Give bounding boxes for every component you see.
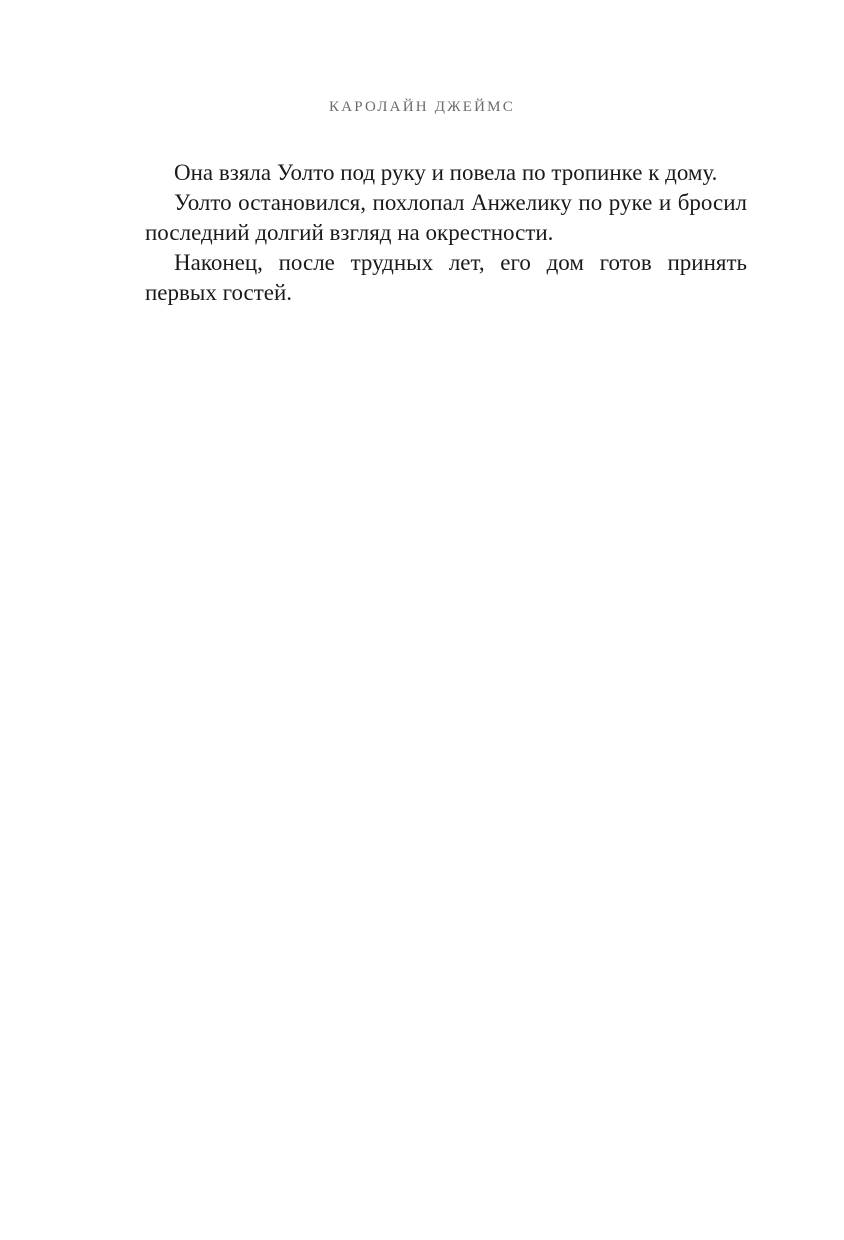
- paragraph: Она взяла Уолто под руку и повела по тропинке к дому.: [174, 160, 718, 185]
- paragraph: Уолто остановился, похлопал Анжелику по руке и бросил последний долгий взгляд на окрестности.: [145, 190, 747, 245]
- paragraph: Наконец, после трудных лет, его дом готов принять первых гостей.: [145, 250, 747, 305]
- running-header-author: КАРОЛАЙН ДЖЕЙМС: [329, 99, 515, 115]
- body-text: [145, 158, 747, 308]
